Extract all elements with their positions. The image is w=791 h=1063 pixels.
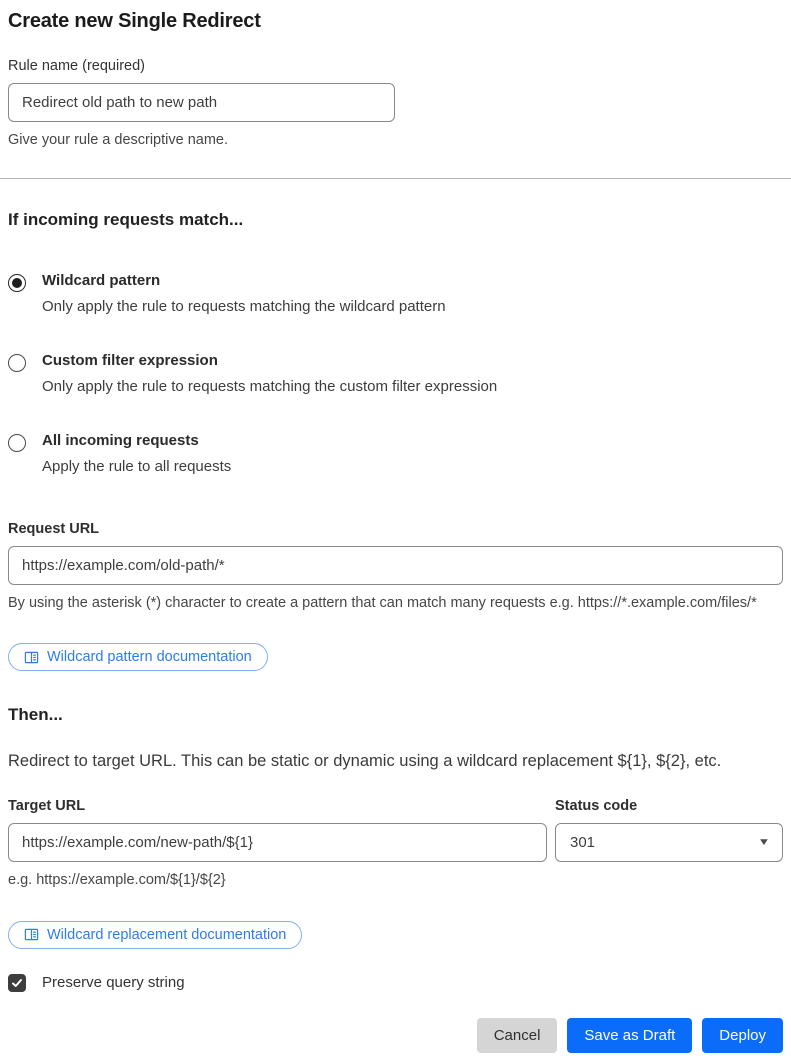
radio-label: Custom filter expression: [42, 352, 218, 370]
book-open-icon: [24, 650, 39, 665]
target-url-input[interactable]: [8, 823, 547, 862]
radio-label: Wildcard pattern: [42, 272, 161, 290]
preserve-query-row[interactable]: [8, 974, 783, 992]
cancel-button[interactable]: Cancel: [477, 1018, 558, 1053]
chevron-down-icon: ▼: [757, 837, 771, 849]
target-url-label: Target URL: [8, 798, 86, 815]
target-url-helper: e.g. https://example.com/${1}/${2}: [8, 872, 226, 889]
rule-name-helper: Give your rule a descriptive name.: [8, 132, 229, 148]
request-url-input[interactable]: [8, 546, 783, 585]
radio-button[interactable]: [8, 274, 26, 292]
rule-name-field-group: [8, 58, 783, 152]
book-open-icon: [24, 927, 39, 942]
wildcard-pattern-docs-button[interactable]: [8, 643, 268, 671]
status-code-value: 301: [570, 834, 596, 852]
docs-button-label: Wildcard replacement documentation: [47, 926, 287, 943]
request-url-field-group: [8, 521, 783, 615]
section-divider: [0, 178, 791, 179]
radio-description: Only apply the rule to requests matching the custom filter expression: [42, 378, 498, 396]
page-title: Create new Single Redirect: [8, 10, 261, 32]
rule-name-input[interactable]: [8, 83, 395, 122]
status-code-label: Status code: [555, 798, 638, 815]
wildcard-replacement-docs-button[interactable]: [8, 921, 302, 949]
deploy-button[interactable]: Deploy: [702, 1018, 783, 1053]
target-url-field-group: [8, 798, 547, 862]
target-status-row: [8, 798, 783, 862]
radio-option-all-requests[interactable]: [8, 432, 783, 475]
status-code-field-group: [555, 798, 783, 862]
save-as-draft-button[interactable]: Save as Draft: [567, 1018, 692, 1053]
request-url-label: Request URL: [8, 521, 100, 538]
preserve-query-label: Preserve query string: [42, 974, 185, 992]
radio-label: All incoming requests: [42, 432, 199, 450]
rule-name-label: Rule name (required): [8, 58, 146, 74]
docs-button-label: Wildcard pattern documentation: [47, 649, 252, 666]
match-section-heading: If incoming requests match...: [8, 210, 244, 230]
request-url-helper: By using the asterisk (*) character to create a pattern that can match many requests e.g. https://*.example.com/files/*: [8, 595, 757, 612]
status-code-select[interactable]: [555, 823, 783, 862]
footer-actions: [8, 1018, 783, 1053]
radio-option-wildcard-pattern[interactable]: [8, 272, 783, 315]
radio-option-custom-filter[interactable]: [8, 352, 783, 395]
radio-description: Apply the rule to all requests: [42, 458, 232, 476]
preserve-query-checkbox[interactable]: [8, 974, 26, 992]
radio-button[interactable]: [8, 354, 26, 372]
then-section-description: Redirect to target URL. This can be static or dynamic using a wildcard replacement ${1}, ${2}, etc.: [8, 752, 722, 771]
check-icon: [11, 977, 23, 989]
radio-button[interactable]: [8, 434, 26, 452]
then-section-heading: Then...: [8, 705, 63, 725]
radio-description: Only apply the rule to requests matching the wildcard pattern: [42, 298, 446, 316]
match-radio-group: [8, 272, 783, 475]
